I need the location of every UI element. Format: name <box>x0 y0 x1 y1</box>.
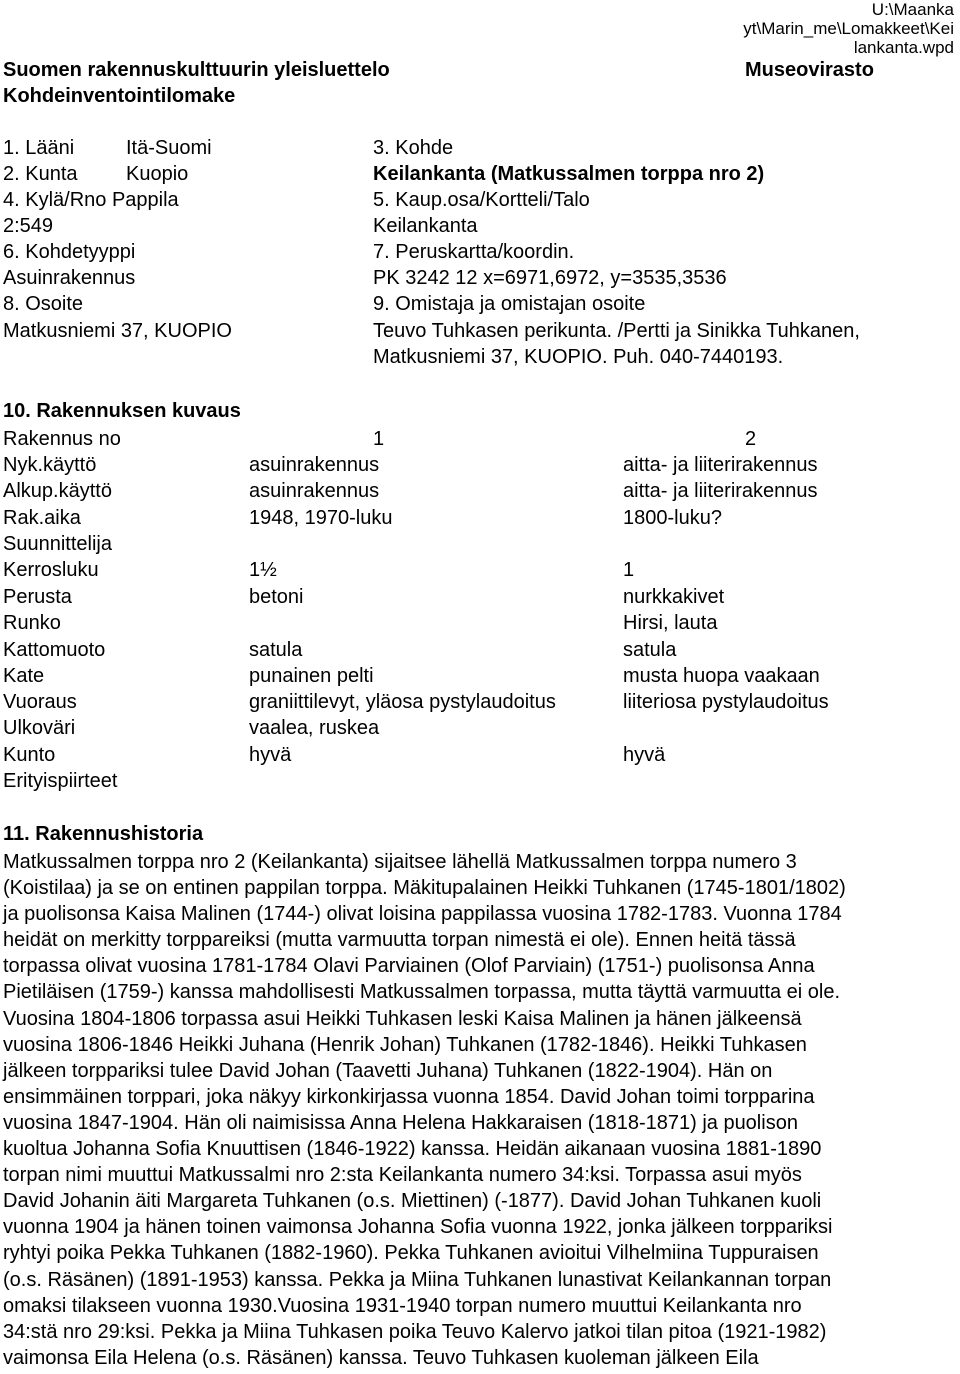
history-line: Pietiläisen (1759-) kanssa mahdollisesti Matkussalmen torpassa, mutta täyttä varmuutta ei ole. <box>3 981 841 1004</box>
file-path-line-3: lankanta.wpd <box>853 38 954 57</box>
row-label: Kate <box>3 665 45 687</box>
kyla-label: 4. Kylä/Rno Pappila <box>3 189 179 211</box>
kohde-value: Keilankanta (Matkussalmen torppa nro 2) <box>373 163 765 185</box>
omistaja-label: 9. Omistaja ja omistajan osoite <box>373 293 646 315</box>
row-label: Rak.aika <box>3 507 81 529</box>
peruskartta-value: PK 3242 12 x=6971,6972, y=3535,3536 <box>373 267 727 289</box>
history-line: vuosina 1806-1846 Heikki Juhana (Henrik Johan) Tuhkanen (1782-1846). Heikki Tuhkasen <box>3 1033 807 1056</box>
history-line: Vuosina 1804-1806 torpassa asui Heikki Tuhkasen leski Kaisa Malinen ja hänen jälkeensä <box>3 1007 802 1030</box>
history-line: vuonna 1904 ja hänen toinen vaimonsa Johanna Sofia vuonna 1922, jonka jälkeen torppariksi <box>3 1216 833 1239</box>
file-path-line-1: U:\Maanka <box>871 0 954 19</box>
row-value-1: vaalea, ruskea <box>249 717 380 739</box>
osoite-label: 8. Osoite <box>3 293 84 315</box>
row-value-2: 1 <box>623 559 635 581</box>
row-label: Erityispiirteet <box>3 770 118 792</box>
file-path-line-2: yt\Marin_me\Lomakkeet\Kei <box>743 19 954 38</box>
history-line: Matkussalmen torppa nro 2 (Keilankanta) sijaitsee lähellä Matkussalmen torppa numero 3 <box>3 851 797 873</box>
kunta-label: 2. Kunta <box>3 163 78 185</box>
row-label: Kerrosluku <box>3 559 99 581</box>
section-11-title: 11. Rakennushistoria <box>3 823 204 845</box>
peruskartta-label: 7. Peruskartta/koordin. <box>373 241 575 263</box>
omistaja-value-line-2: Matkusniemi 37, KUOPIO. Puh. 040-7440193. <box>373 346 784 368</box>
row-label: Perusta <box>3 586 72 608</box>
row-value-2: hyvä <box>623 744 666 766</box>
table-row <box>0 426 960 452</box>
row-label: Alkup.käyttö <box>3 480 112 502</box>
kohde-label: 3. Kohde <box>373 137 454 159</box>
table-row <box>0 742 960 768</box>
history-line: ensimmäinen torppari, joka näkyy kirkonkirjassa vuonna 1854. David Johan toimi torpparina <box>3 1085 815 1108</box>
row-label: Suunnittelija <box>3 533 112 555</box>
form-title: Kohdeinventointilomake <box>3 85 236 107</box>
history-line: (o.s. Räsänen) (1891-1953) kanssa. Pekka ja Miina Tuhkanen lunastivat Keilankannan torpan <box>3 1268 832 1291</box>
row-label: Ulkoväri <box>3 717 76 739</box>
history-line: (Koistilaa) ja se on entinen pappilan torppa. Mäkitupalainen Heikki Tuhkanen (1745-1801/1802) <box>3 877 846 900</box>
row-value-1: punainen pelti <box>249 665 374 687</box>
row-value-2: satula <box>623 639 677 661</box>
kohdetyyppi-label: 6. Kohdetyyppi <box>3 241 136 263</box>
row-value-1: graniittilevyt, yläosa pystylaudoitus <box>249 691 556 713</box>
laani-label: 1. Lääni <box>3 137 75 159</box>
registry-title: Suomen rakennuskulttuurin yleisluettelo <box>3 59 390 81</box>
file-path <box>743 0 954 57</box>
table-row <box>0 584 960 610</box>
history-line: heidät on merkitty torppareiksi (mutta varmuutta torpan nimestä ei ole). Ennen heitä tässä <box>3 929 796 952</box>
kaup-label: 5. Kaup.osa/Kortteli/Talo <box>373 189 590 211</box>
row-value-2: nurkkakivet <box>623 586 725 608</box>
table-row <box>0 768 960 794</box>
row-value-2: 1800-luku? <box>623 507 722 529</box>
row-value-2: aitta- ja liiterirakennus <box>623 454 818 476</box>
kohdetyyppi-value: Asuinrakennus <box>3 267 136 289</box>
row-value-2: liiteriosa pystylaudoitus <box>623 691 829 713</box>
history-line: 34:stä nro 29:ksi. Pekka ja Miina Tuhkasen poika Teuvo Kalervo jatkoi tilan pitoa (1921-1982) <box>3 1320 827 1343</box>
history-line: torpassa olivat vuosina 1781-1784 Olavi Parviainen (Olof Parviain) (1751-) puolisonsa Anna <box>3 955 815 978</box>
table-row <box>0 531 960 557</box>
omistaja-value-line-1: Teuvo Tuhkasen perikunta. /Pertti ja Sinikka Tuhkanen, <box>373 320 860 342</box>
row-label: Nyk.käyttö <box>3 454 97 476</box>
row-value-2: aitta- ja liiterirakennus <box>623 480 818 502</box>
row-value-2: Hirsi, lauta <box>623 612 718 634</box>
table-row <box>0 689 960 715</box>
row-label: Kattomuoto <box>3 639 106 661</box>
table-row <box>0 557 960 583</box>
kyla-value: 2:549 <box>3 215 54 237</box>
history-line: kuoltua Johanna Sofia Knuuttisen (1846-1922) kanssa. Heidän aikanaan vuosina 1881-1890 <box>3 1138 822 1161</box>
row-value-1: 1½ <box>249 559 277 581</box>
history-line: torpan nimi muuttui Matkussalmi nro 2:sta Keilankanta numero 34:ksi. Torpassa asui myös <box>3 1164 802 1187</box>
row-value-1: hyvä <box>249 744 292 766</box>
kaup-value: Keilankanta <box>373 215 478 237</box>
history-line: jälkeen torppariksi tulee David Johan (Taavetti Juhana) Tuhkanen (1822-1904). Hän on <box>3 1059 773 1082</box>
section-10-title: 10. Rakennuksen kuvaus <box>3 400 241 422</box>
row-value-1: 1 <box>373 428 385 450</box>
table-row <box>0 610 960 636</box>
row-value-1: betoni <box>249 586 304 608</box>
table-row <box>0 663 960 689</box>
table-row <box>0 637 960 663</box>
row-label: Kunto <box>3 744 56 766</box>
history-line: vuosina 1847-1904. Hän oli naimisissa Anna Helena Hakkaraisen (1818-1871) ja puolison <box>3 1111 798 1134</box>
table-row <box>0 478 960 504</box>
row-value-2: 2 <box>745 428 757 450</box>
history-line: ja puolisonsa Kaisa Malinen (1744-) olivat loisina pappilassa vuosina 1782-1783. Vuonna 1784 <box>3 903 842 926</box>
history-line: omaksi tilakseen vuonna 1930.Vuosina 1931-1940 torpan numero muuttui Keilankanta nro <box>3 1294 802 1317</box>
row-value-1: satula <box>249 639 303 661</box>
history-line: vaimonsa Eila Helena (o.s. Räsänen) kanssa. Teuvo Tuhkasen kuoleman jälkeen Eila <box>3 1346 759 1369</box>
row-value-2: musta huopa vaakaan <box>623 665 820 687</box>
agency-name: Museovirasto <box>745 59 874 81</box>
history-line: ryhtyi poika Pekka Tuhkanen (1882-1960). Pekka Tuhkanen avioitui Vilhelmiina Tuppuraisen <box>3 1242 819 1265</box>
row-value-1: asuinrakennus <box>249 454 380 476</box>
osoite-value: Matkusniemi 37, KUOPIO <box>3 320 232 342</box>
row-label: Vuoraus <box>3 691 77 713</box>
table-row <box>0 505 960 531</box>
table-row <box>0 715 960 741</box>
row-value-1: asuinrakennus <box>249 480 380 502</box>
row-value-1: 1948, 1970-luku <box>249 507 393 529</box>
history-text <box>3 849 960 1371</box>
table-row <box>0 452 960 478</box>
row-label: Runko <box>3 612 61 634</box>
laani-value: Itä-Suomi <box>126 137 212 159</box>
kunta-value: Kuopio <box>126 163 189 185</box>
history-line: David Johanin äiti Margareta Tuhkanen (o.s. Miettinen) (-1877). David Johan Tuhkanen kuoli <box>3 1190 822 1213</box>
row-label: Rakennus no <box>3 428 121 450</box>
